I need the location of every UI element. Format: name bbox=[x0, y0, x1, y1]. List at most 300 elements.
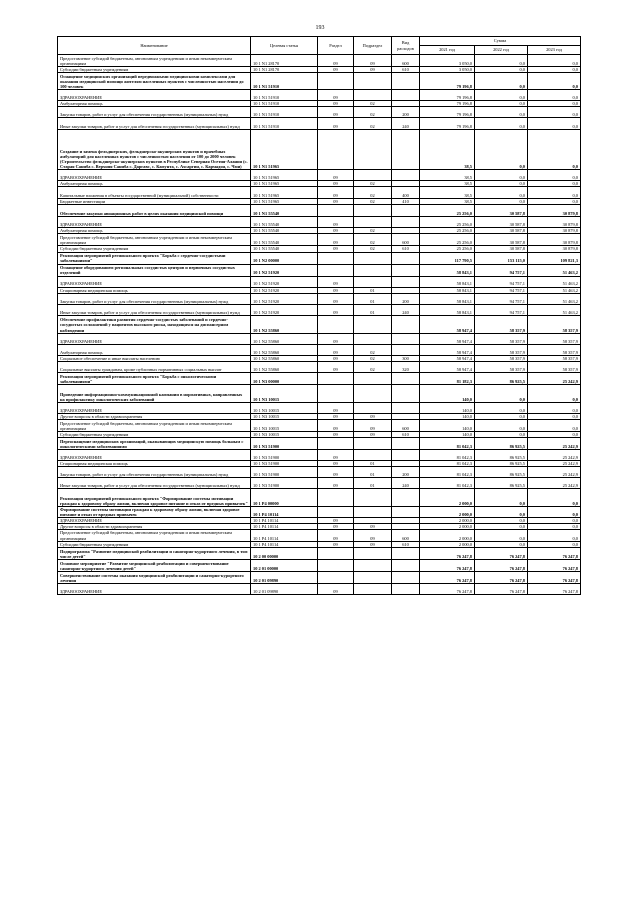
row-sum-2021: 140,0 bbox=[420, 402, 475, 413]
row-vid: 610 bbox=[392, 67, 420, 73]
table-row bbox=[58, 118, 581, 130]
row-code: 10 1 N3 51900 bbox=[251, 437, 318, 449]
row-vid bbox=[392, 333, 420, 344]
row-sum-2023: 0,0 bbox=[528, 518, 581, 524]
row-code: 10 1 N1 51965 bbox=[251, 170, 318, 181]
row-razdel: 09 bbox=[318, 101, 354, 107]
row-podrazdel bbox=[354, 402, 392, 413]
row-name: ЗДРАВООХРАНЕНИЕ bbox=[58, 449, 251, 460]
table-row bbox=[58, 478, 581, 489]
row-vid bbox=[392, 73, 420, 90]
row-razdel: 09 bbox=[318, 170, 354, 181]
row-name: ЗДРАВООХРАНЕНИЕ bbox=[58, 90, 251, 101]
row-razdel: 09 bbox=[318, 304, 354, 315]
row-sum-2023: 76 247,8 bbox=[528, 571, 581, 583]
table-row bbox=[58, 372, 581, 384]
row-sum-2023: 25 242,9 bbox=[528, 372, 581, 384]
row-sum-2022: 94 757,1 bbox=[475, 287, 528, 293]
header-code: Целевая статья bbox=[251, 37, 318, 55]
row-name: Стационарная медицинская помощь bbox=[58, 287, 251, 293]
row-sum-2021: 58 947,4 bbox=[420, 355, 475, 361]
page-number: 193 bbox=[315, 25, 325, 31]
row-sum-2023: 0,0 bbox=[528, 524, 581, 530]
row-sum-2023: 30 879,8 bbox=[528, 228, 581, 234]
row-sum-2022: 0,0 bbox=[475, 518, 528, 524]
row-podrazdel bbox=[354, 333, 392, 344]
table-row bbox=[58, 234, 581, 246]
row-sum-2023: 0,0 bbox=[528, 101, 581, 107]
row-sum-2021: 2 000,0 bbox=[420, 524, 475, 530]
row-sum-2021: 58 843,1 bbox=[420, 276, 475, 287]
row-sum-2023: 30 879,8 bbox=[528, 234, 581, 246]
row-code: 10 1 N3 10015 bbox=[251, 419, 318, 431]
table-row bbox=[58, 361, 581, 372]
row-sum-2022: 0,0 bbox=[475, 187, 528, 199]
header-vid: Вид расходов bbox=[392, 37, 420, 55]
row-sum-2022: 0,0 bbox=[475, 384, 528, 402]
row-razdel: 09 bbox=[318, 276, 354, 287]
row-sum-2021: 58 947,4 bbox=[420, 361, 475, 372]
row-name: Предоставление субсидий бюджетным, автономным учреждениям и иным некоммерческим организациям bbox=[58, 530, 251, 541]
row-sum-2022: 153 115,0 bbox=[475, 252, 528, 264]
row-vid: 610 bbox=[392, 246, 420, 252]
row-podrazdel: 09 bbox=[354, 413, 392, 419]
row-sum-2022: 0,0 bbox=[475, 530, 528, 541]
header-summa: Сумма bbox=[420, 37, 581, 46]
row-sum-2021: 58 843,1 bbox=[420, 264, 475, 276]
row-name: Подпрограмма "Развитие медицинской реабилитации и санаторно-курортного лечения, в том числе детей" bbox=[58, 547, 251, 559]
row-podrazdel: 02 bbox=[354, 107, 392, 118]
row-name: Амбулаторная помощь bbox=[58, 228, 251, 234]
row-podrazdel bbox=[354, 489, 392, 507]
row-vid bbox=[392, 130, 420, 170]
row-code: 10 1 N1 51910 bbox=[251, 118, 318, 130]
row-podrazdel: 02 bbox=[354, 234, 392, 246]
row-razdel bbox=[318, 384, 354, 402]
table-row bbox=[58, 217, 581, 228]
row-name: Предоставление субсидий бюджетным, автономным учреждениям и иным некоммерческим организациям bbox=[58, 419, 251, 431]
row-sum-2021: 81 042,3 bbox=[420, 478, 475, 489]
row-podrazdel: 09 bbox=[354, 541, 392, 547]
row-vid: 240 bbox=[392, 118, 420, 130]
row-razdel: 09 bbox=[318, 449, 354, 460]
row-code: 10 1 N1 51910 bbox=[251, 73, 318, 90]
row-name: Предоставление субсидий бюджетным, автономным учреждениям и иным некоммерческим организациям bbox=[58, 55, 251, 67]
row-sum-2022: 0,0 bbox=[475, 489, 528, 507]
row-vid bbox=[392, 507, 420, 518]
row-sum-2022: 76 247,8 bbox=[475, 559, 528, 571]
row-code: 10 1 N1 55540 bbox=[251, 246, 318, 252]
row-razdel: 09 bbox=[318, 583, 354, 594]
row-sum-2022: 86 925,5 bbox=[475, 460, 528, 466]
table-row bbox=[58, 559, 581, 571]
row-vid: 600 bbox=[392, 530, 420, 541]
row-code: 10 1 N2 55860 bbox=[251, 361, 318, 372]
row-razdel: 09 bbox=[318, 402, 354, 413]
row-code: 10 1 N1 51965 bbox=[251, 130, 318, 170]
row-sum-2023: 0,0 bbox=[528, 431, 581, 437]
row-sum-2021: 38,5 bbox=[420, 187, 475, 199]
row-podrazdel: 01 bbox=[354, 460, 392, 466]
row-name: ЗДРАВООХРАНЕНИЕ bbox=[58, 276, 251, 287]
table-row bbox=[58, 384, 581, 402]
row-sum-2021: 81 042,3 bbox=[420, 437, 475, 449]
row-sum-2023: 25 242,9 bbox=[528, 467, 581, 478]
row-code: 10 1 N1 28170 bbox=[251, 55, 318, 67]
row-podrazdel bbox=[354, 315, 392, 333]
row-sum-2023: 58 357,9 bbox=[528, 315, 581, 333]
row-vid: 300 bbox=[392, 355, 420, 361]
row-sum-2021: 38,5 bbox=[420, 170, 475, 181]
row-sum-2022: 0,0 bbox=[475, 507, 528, 518]
row-razdel: 09 bbox=[318, 246, 354, 252]
row-vid bbox=[392, 276, 420, 287]
row-vid bbox=[392, 384, 420, 402]
row-razdel bbox=[318, 559, 354, 571]
row-code: 10 1 N3 10015 bbox=[251, 402, 318, 413]
row-vid: 410 bbox=[392, 199, 420, 205]
row-sum-2022: 0,0 bbox=[475, 67, 528, 73]
row-razdel bbox=[318, 571, 354, 583]
row-sum-2021: 25 256,0 bbox=[420, 228, 475, 234]
table-row bbox=[58, 264, 581, 276]
row-name: ЗДРАВООХРАНЕНИЕ bbox=[58, 217, 251, 228]
row-name: ЗДРАВООХРАНЕНИЕ bbox=[58, 583, 251, 594]
row-podrazdel bbox=[354, 217, 392, 228]
row-code: 10 1 N2 51920 bbox=[251, 304, 318, 315]
row-sum-2023: 0,0 bbox=[528, 419, 581, 431]
row-sum-2023: 0,0 bbox=[528, 413, 581, 419]
row-code: 10 1 N2 51920 bbox=[251, 293, 318, 304]
row-podrazdel bbox=[354, 449, 392, 460]
row-vid bbox=[392, 252, 420, 264]
row-sum-2022: 94 757,1 bbox=[475, 276, 528, 287]
row-sum-2023: 30 879,8 bbox=[528, 217, 581, 228]
header-year-2021: 2021 год bbox=[420, 46, 475, 55]
row-sum-2023: 25 242,9 bbox=[528, 478, 581, 489]
row-sum-2021: 140,0 bbox=[420, 431, 475, 437]
row-sum-2023: 0,0 bbox=[528, 67, 581, 73]
row-code: 10 1 N1 55540 bbox=[251, 228, 318, 234]
row-sum-2023: 0,0 bbox=[528, 541, 581, 547]
row-razdel: 09 bbox=[318, 234, 354, 246]
row-name: ЗДРАВООХРАНЕНИЕ bbox=[58, 170, 251, 181]
row-podrazdel: 02 bbox=[354, 361, 392, 372]
row-vid: 200 bbox=[392, 467, 420, 478]
row-sum-2022: 76 247,8 bbox=[475, 583, 528, 594]
row-sum-2022: 0,0 bbox=[475, 130, 528, 170]
row-sum-2022: 0,0 bbox=[475, 524, 528, 530]
row-podrazdel: 02 bbox=[354, 181, 392, 187]
row-podrazdel bbox=[354, 507, 392, 518]
row-code: 10 1 N2 00000 bbox=[251, 252, 318, 264]
row-sum-2022: 0,0 bbox=[475, 170, 528, 181]
row-vid bbox=[392, 489, 420, 507]
row-code: 10 1 N3 51900 bbox=[251, 460, 318, 466]
row-razdel bbox=[318, 315, 354, 333]
row-sum-2023: 30 879,8 bbox=[528, 246, 581, 252]
row-code: 10 1 N3 10015 bbox=[251, 384, 318, 402]
row-sum-2023: 0,0 bbox=[528, 402, 581, 413]
row-podrazdel bbox=[354, 384, 392, 402]
row-name: ЗДРАВООХРАНЕНИЕ bbox=[58, 518, 251, 524]
row-vid bbox=[392, 402, 420, 413]
row-vid bbox=[392, 372, 420, 384]
row-sum-2022: 0,0 bbox=[475, 181, 528, 187]
row-sum-2021: 25 256,0 bbox=[420, 234, 475, 246]
row-podrazdel bbox=[354, 571, 392, 583]
row-razdel: 09 bbox=[318, 541, 354, 547]
row-sum-2021: 79 196,8 bbox=[420, 73, 475, 90]
row-sum-2022: 86 925,5 bbox=[475, 467, 528, 478]
row-sum-2023: 0,0 bbox=[528, 55, 581, 67]
row-sum-2021: 3 050,0 bbox=[420, 55, 475, 67]
row-sum-2022: 0,0 bbox=[475, 199, 528, 205]
row-podrazdel: 01 bbox=[354, 304, 392, 315]
row-name: Закупка товаров, работ и услуг для обеспечения государственных (муниципальных) нужд bbox=[58, 467, 251, 478]
row-podrazdel bbox=[354, 547, 392, 559]
row-sum-2021: 38,5 bbox=[420, 181, 475, 187]
row-sum-2023: 76 247,8 bbox=[528, 547, 581, 559]
table-row bbox=[58, 107, 581, 118]
row-sum-2023: 25 242,9 bbox=[528, 437, 581, 449]
table-row bbox=[58, 333, 581, 344]
row-name: Предоставление субсидий бюджетным, автономным учреждениям и иным некоммерческим организациям bbox=[58, 234, 251, 246]
row-code: 10 1 N1 55540 bbox=[251, 234, 318, 246]
row-vid bbox=[392, 205, 420, 217]
row-podrazdel bbox=[354, 73, 392, 90]
budget-table bbox=[57, 36, 581, 595]
row-sum-2023: 0,0 bbox=[528, 130, 581, 170]
header-year-2023: 2023 год bbox=[528, 46, 581, 55]
row-sum-2023: 51 463,2 bbox=[528, 276, 581, 287]
row-sum-2021: 81 042,3 bbox=[420, 467, 475, 478]
row-sum-2022: 86 925,5 bbox=[475, 372, 528, 384]
row-name: Иные закупки товаров, работ и услуг для обеспечения государственных (муниципальных) нужд bbox=[58, 304, 251, 315]
row-code: 10 1 N1 51965 bbox=[251, 181, 318, 187]
table-row bbox=[58, 402, 581, 413]
row-razdel: 09 bbox=[318, 355, 354, 361]
row-sum-2021: 140,0 bbox=[420, 384, 475, 402]
row-sum-2022: 76 247,8 bbox=[475, 547, 528, 559]
row-podrazdel: 09 bbox=[354, 524, 392, 530]
row-vid bbox=[392, 559, 420, 571]
row-razdel bbox=[318, 507, 354, 518]
row-name: Амбулаторная помощь bbox=[58, 101, 251, 107]
table-row bbox=[58, 344, 581, 355]
row-vid bbox=[392, 217, 420, 228]
row-podrazdel: 01 bbox=[354, 467, 392, 478]
row-podrazdel bbox=[354, 252, 392, 264]
row-sum-2021: 25 256,0 bbox=[420, 205, 475, 217]
row-razdel: 09 bbox=[318, 217, 354, 228]
row-sum-2022: 30 587,8 bbox=[475, 205, 528, 217]
row-sum-2021: 58 947,4 bbox=[420, 315, 475, 333]
row-code: 10 1 N1 51910 bbox=[251, 90, 318, 101]
row-code: 10 1 N2 51920 bbox=[251, 287, 318, 293]
table-row bbox=[58, 187, 581, 199]
table-row bbox=[58, 530, 581, 541]
row-sum-2021: 81 182,3 bbox=[420, 372, 475, 384]
row-sum-2022: 58 357,9 bbox=[475, 355, 528, 361]
row-razdel bbox=[318, 252, 354, 264]
table-row bbox=[58, 304, 581, 315]
row-sum-2021: 2 000,0 bbox=[420, 518, 475, 524]
row-name: Основное мероприятие "Развитие медицинской реабилитации и совершенствование санаторно-курортного лечения детей" bbox=[58, 559, 251, 571]
row-sum-2023: 109 821,3 bbox=[528, 252, 581, 264]
row-code: 10 2 01 09890 bbox=[251, 583, 318, 594]
row-sum-2021: 2 000,0 bbox=[420, 541, 475, 547]
row-razdel: 09 bbox=[318, 431, 354, 437]
row-razdel: 09 bbox=[318, 55, 354, 67]
row-podrazdel: 09 bbox=[354, 530, 392, 541]
row-sum-2023: 76 247,8 bbox=[528, 559, 581, 571]
row-code: 10 1 N3 51900 bbox=[251, 449, 318, 460]
table-row bbox=[58, 467, 581, 478]
row-sum-2023: 51 463,2 bbox=[528, 287, 581, 293]
row-sum-2022: 86 925,5 bbox=[475, 437, 528, 449]
row-code: 10 1 N1 51965 bbox=[251, 199, 318, 205]
row-podrazdel: 02 bbox=[354, 101, 392, 107]
row-sum-2022: 0,0 bbox=[475, 541, 528, 547]
row-podrazdel bbox=[354, 276, 392, 287]
row-sum-2023: 0,0 bbox=[528, 73, 581, 90]
table-row bbox=[58, 547, 581, 559]
row-sum-2021: 79 196,8 bbox=[420, 101, 475, 107]
row-name: Проведение информационно-коммуникационной кампании в нормативных, направленных на профилактику онкологических заболеваний bbox=[58, 384, 251, 402]
row-podrazdel bbox=[354, 130, 392, 170]
row-code: 10 1 N2 55860 bbox=[251, 355, 318, 361]
row-name: Иные закупки товаров, работ и услуг для обеспечения государственных (муниципальных) нужд bbox=[58, 118, 251, 130]
row-razdel: 09 bbox=[318, 293, 354, 304]
row-sum-2023: 0,0 bbox=[528, 181, 581, 187]
row-code: 10 1 N1 28170 bbox=[251, 67, 318, 73]
row-sum-2022: 58 357,9 bbox=[475, 315, 528, 333]
row-vid bbox=[392, 315, 420, 333]
row-sum-2022: 58 357,9 bbox=[475, 344, 528, 355]
row-podrazdel: 02 bbox=[354, 355, 392, 361]
row-sum-2022: 0,0 bbox=[475, 90, 528, 101]
row-podrazdel bbox=[354, 264, 392, 276]
row-sum-2021: 79 196,8 bbox=[420, 107, 475, 118]
row-podrazdel: 01 bbox=[354, 293, 392, 304]
row-vid: 200 bbox=[392, 107, 420, 118]
row-podrazdel bbox=[354, 583, 392, 594]
row-sum-2022: 0,0 bbox=[475, 55, 528, 67]
row-razdel bbox=[318, 547, 354, 559]
row-name: Обеспечение закупки авиационных работ в целях оказания медицинской помощи bbox=[58, 205, 251, 217]
row-vid: 240 bbox=[392, 304, 420, 315]
row-name: Стационарная медицинская помощь bbox=[58, 460, 251, 466]
row-vid: 320 bbox=[392, 361, 420, 372]
row-sum-2022: 0,0 bbox=[475, 402, 528, 413]
row-sum-2023: 0,0 bbox=[528, 530, 581, 541]
row-sum-2021: 58 843,1 bbox=[420, 287, 475, 293]
row-podrazdel: 09 bbox=[354, 431, 392, 437]
row-sum-2023: 76 247,8 bbox=[528, 583, 581, 594]
row-sum-2022: 58 357,9 bbox=[475, 361, 528, 372]
row-razdel: 09 bbox=[318, 344, 354, 355]
row-razdel: 09 bbox=[318, 530, 354, 541]
row-razdel: 09 bbox=[318, 467, 354, 478]
row-sum-2023: 58 357,9 bbox=[528, 361, 581, 372]
row-razdel bbox=[318, 264, 354, 276]
row-sum-2021: 58 947,4 bbox=[420, 344, 475, 355]
table-body bbox=[58, 55, 581, 595]
row-sum-2023: 0,0 bbox=[528, 199, 581, 205]
table-row bbox=[58, 571, 581, 583]
row-name: ЗДРАВООХРАНЕНИЕ bbox=[58, 402, 251, 413]
row-name: Формирование системы мотивации граждан к здоровому образу жизни, включая здоровое питание и отказ от вредных привычек bbox=[58, 507, 251, 518]
row-razdel: 09 bbox=[318, 67, 354, 73]
row-vid bbox=[392, 547, 420, 559]
row-vid: 200 bbox=[392, 293, 420, 304]
row-name: Закупка товаров, работ и услуг для обеспечения государственных (муниципальных) нужд bbox=[58, 107, 251, 118]
table-row bbox=[58, 437, 581, 449]
row-name: Реализация мероприятий регионального проекта "Борьба с онкологическими заболеваниями" bbox=[58, 372, 251, 384]
table-row bbox=[58, 55, 581, 67]
row-name: Капитальные вложения в объекты государственной (муниципальной) собственности bbox=[58, 187, 251, 199]
row-sum-2022: 0,0 bbox=[475, 101, 528, 107]
table-row bbox=[58, 130, 581, 170]
row-sum-2021: 38,5 bbox=[420, 130, 475, 170]
row-podrazdel: 02 bbox=[354, 118, 392, 130]
row-podrazdel bbox=[354, 90, 392, 101]
row-code: 10 2 01 00000 bbox=[251, 559, 318, 571]
row-code: 10 1 N2 55860 bbox=[251, 333, 318, 344]
row-code: 10 1 N2 55860 bbox=[251, 315, 318, 333]
row-podrazdel bbox=[354, 559, 392, 571]
row-razdel: 09 bbox=[318, 333, 354, 344]
row-sum-2023: 58 357,9 bbox=[528, 333, 581, 344]
row-sum-2021: 140,0 bbox=[420, 413, 475, 419]
row-sum-2021: 58 947,4 bbox=[420, 333, 475, 344]
row-code: 10 2 00 00000 bbox=[251, 547, 318, 559]
row-sum-2021: 79 196,8 bbox=[420, 118, 475, 130]
row-sum-2022: 0,0 bbox=[475, 413, 528, 419]
row-vid bbox=[392, 344, 420, 355]
row-code: 10 1 N1 55540 bbox=[251, 205, 318, 217]
row-name: Создание и замена фельдшерских, фельдшерско-акушерских пунктов и врачебных амбулаторий для населенных пунктов с численностью населения от 100 до 2000 человек (Строительство фельдшерско-акушерских пунктов в Республике Северная Осетия-Алания (с. Старая Саниба с. Верхняя Саниба с. Даргавс, с. Камунта, с. Ахсаргин, с. Кармадон, с. Чми) bbox=[58, 130, 251, 170]
row-sum-2022: 0,0 bbox=[475, 107, 528, 118]
row-vid bbox=[392, 90, 420, 101]
row-podrazdel: 02 bbox=[354, 228, 392, 234]
row-vid bbox=[392, 170, 420, 181]
row-vid: 400 bbox=[392, 187, 420, 199]
row-sum-2021: 79 196,8 bbox=[420, 90, 475, 101]
row-razdel: 09 bbox=[318, 518, 354, 524]
row-razdel: 09 bbox=[318, 90, 354, 101]
row-sum-2023: 51 463,2 bbox=[528, 304, 581, 315]
row-podrazdel: 09 bbox=[354, 67, 392, 73]
table-row bbox=[58, 449, 581, 460]
row-vid: 610 bbox=[392, 431, 420, 437]
row-podrazdel bbox=[354, 437, 392, 449]
row-code: 10 1 N3 00000 bbox=[251, 372, 318, 384]
row-sum-2021: 58 843,1 bbox=[420, 304, 475, 315]
row-razdel: 09 bbox=[318, 187, 354, 199]
row-razdel: 09 bbox=[318, 419, 354, 431]
row-vid: 600 bbox=[392, 55, 420, 67]
row-sum-2021: 2 000,0 bbox=[420, 530, 475, 541]
row-sum-2023: 0,0 bbox=[528, 384, 581, 402]
row-name: ЗДРАВООХРАНЕНИЕ bbox=[58, 333, 251, 344]
row-vid bbox=[392, 449, 420, 460]
row-sum-2023: 58 357,9 bbox=[528, 355, 581, 361]
row-name: Переоснащение медицинских организаций, оказывающих медицинскую помощь больным с онкологическими заболеваниями bbox=[58, 437, 251, 449]
table-row bbox=[58, 170, 581, 181]
row-code: 10 1 N2 55860 bbox=[251, 344, 318, 355]
